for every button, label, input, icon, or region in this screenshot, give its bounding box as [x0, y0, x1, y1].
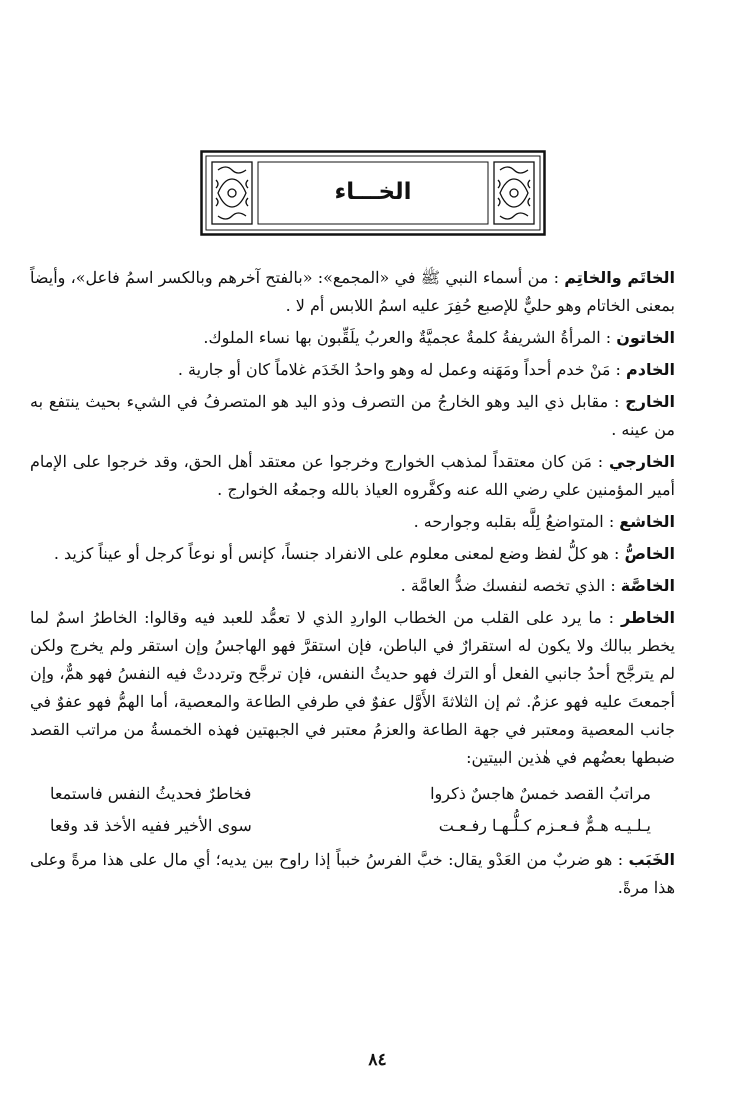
dictionary-entry: [30, 572, 675, 600]
entry-definition: هو ضربٌ من العَدْو يقال: خبَّ الفرسُ خبباً إذا راوح بين يديه؛ أي مال على هذا مرةً وعلى هذا مرةً.: [30, 850, 675, 897]
dictionary-entry: [30, 264, 675, 320]
entry-definition: المتواضعُ لِلَّه بقلبه وجوارحه .: [413, 512, 604, 531]
entry-term: الخَبَب: [628, 850, 676, 869]
entry-definition: مَن كان معتقداً لمذهب الخوارج وخرجوا عن معتقد أهل الحق، وقد خرجوا على الإمام أمير المؤمنين علي رضي الله عنه وكفَّروه العياذ بالله وجمعُه الخوارج .: [30, 452, 675, 499]
poem-line: [50, 778, 651, 810]
dictionary-entry: [30, 846, 675, 902]
entry-term: الخاصُّ: [624, 544, 675, 563]
page-number: ٨٤: [368, 1050, 387, 1070]
entry-separator: :: [591, 452, 610, 471]
entry-definition: ما يرد على القلب من الخطاب الواردِ الذي لا تعمُّد للعبد فيه وقالوا: الخاطرُ اسمٌ لما يخطر ببالك ولا يكون له استقرارٌ في الباطن، فإن استقرَّ فهو الهاجسُ وإن استقر ولم يخرج ولكن لم يترجَّح أحدُ جانبي الفعل أو الترك فهو حديثُ النفس، فإن ترجَّح وترددتْ فيه النفسُ فهو همٌّ، وإن أجمعتَ عليه فهو عزمٌ. ثم إن الثلاثةَ الأَوَّل عفوٌ في طرفي الطاعة والمعصية، أما الهمُّ فهو عفوٌ في جانب المعصية ومعتبر في جهة الطاعة والعزمُ معتبر في الجبهتين فهذه الخمسةُ من مراتب القصد ضبطها بعضُهم في هٰذين البيتين:: [30, 608, 675, 767]
entry-definition: مَنْ خدم أحداً ومَهَنه وعمل له وهو واحدُ الخَدَم غلاماً كان أو جارية .: [177, 360, 611, 379]
dictionary-entry: [30, 356, 675, 384]
entry-separator: :: [601, 608, 621, 627]
entry-term: الخادم: [626, 360, 675, 379]
dictionary-entry: [30, 508, 675, 536]
entry-definition: المرأةُ الشريفةُ كلمةٌ عجميَّةٌ والعربُ يلَقِّبون بها نساء الملوك.: [203, 328, 601, 347]
entry-definition: الذي تخصه لنفسك ضدُّ العامَّة .: [400, 576, 606, 595]
entry-term: الخارجي: [609, 452, 675, 471]
entry-term: الخاطر: [620, 608, 675, 627]
chapter-title: الخـــاء: [334, 179, 412, 205]
dictionary-body: [30, 264, 675, 902]
entry-term: الخاتون: [616, 328, 675, 347]
entry-term: الخارج: [625, 392, 676, 411]
entry-definition: من أسماء النبي ﷺ في «المجمع»: «بالفتح آخرهم وبالكسر اسمُ فاعل»، وأيضاً بمعنى الخاتام وهو حليٌّ للإصبع حُفِرَ عليه اسمُ اللابس أم لا .: [30, 268, 675, 315]
dictionary-entry: [30, 448, 675, 504]
poem-verses: [30, 778, 675, 842]
poem-second-hemistich: سوى الأخير ففيه الأخذ قد وقعا: [50, 816, 252, 835]
entry-term: الخاتَم والخاتِم: [564, 268, 676, 287]
entry-separator: :: [603, 512, 620, 531]
dictionary-entry: [30, 540, 675, 568]
entry-separator: :: [600, 328, 617, 347]
dictionary-entry: [30, 604, 675, 772]
entry-separator: :: [608, 392, 626, 411]
chapter-heading-frame: [200, 150, 546, 236]
entry-term: الخاصَّة: [620, 576, 675, 595]
entry-separator: :: [605, 576, 621, 595]
poem-line: [50, 810, 651, 842]
entry-definition: هو كلُّ لفظ وضع لمعنى معلوم على الانفراد جنساً، كإنس أو نوعاً كرجل أو عيناً كزيد .: [53, 544, 609, 563]
entry-term: الخاشع: [619, 512, 675, 531]
entry-separator: :: [610, 360, 627, 379]
dictionary-entry: [30, 388, 675, 444]
entry-definition: مقابل ذي اليد وهو الخارجُ من التصرف وذو اليد هو المتصرفُ في الشيء بحيث ينتفع به من عينه .: [30, 392, 675, 439]
poem-first-hemistich: مراتبُ القصد خمسٌ هاجسٌ ذكروا: [430, 784, 651, 803]
poem-second-hemistich: فخاطرٌ فحديثُ النفس فاستمعا: [50, 784, 252, 803]
entry-separator: :: [612, 850, 629, 869]
dictionary-entry: [30, 324, 675, 352]
poem-first-hemistich: يـلـيـه هـمٌّ فـعـزم كـلُّـهـا رفـعـت: [438, 816, 651, 835]
entry-separator: :: [608, 544, 625, 563]
entry-separator: :: [548, 268, 565, 287]
